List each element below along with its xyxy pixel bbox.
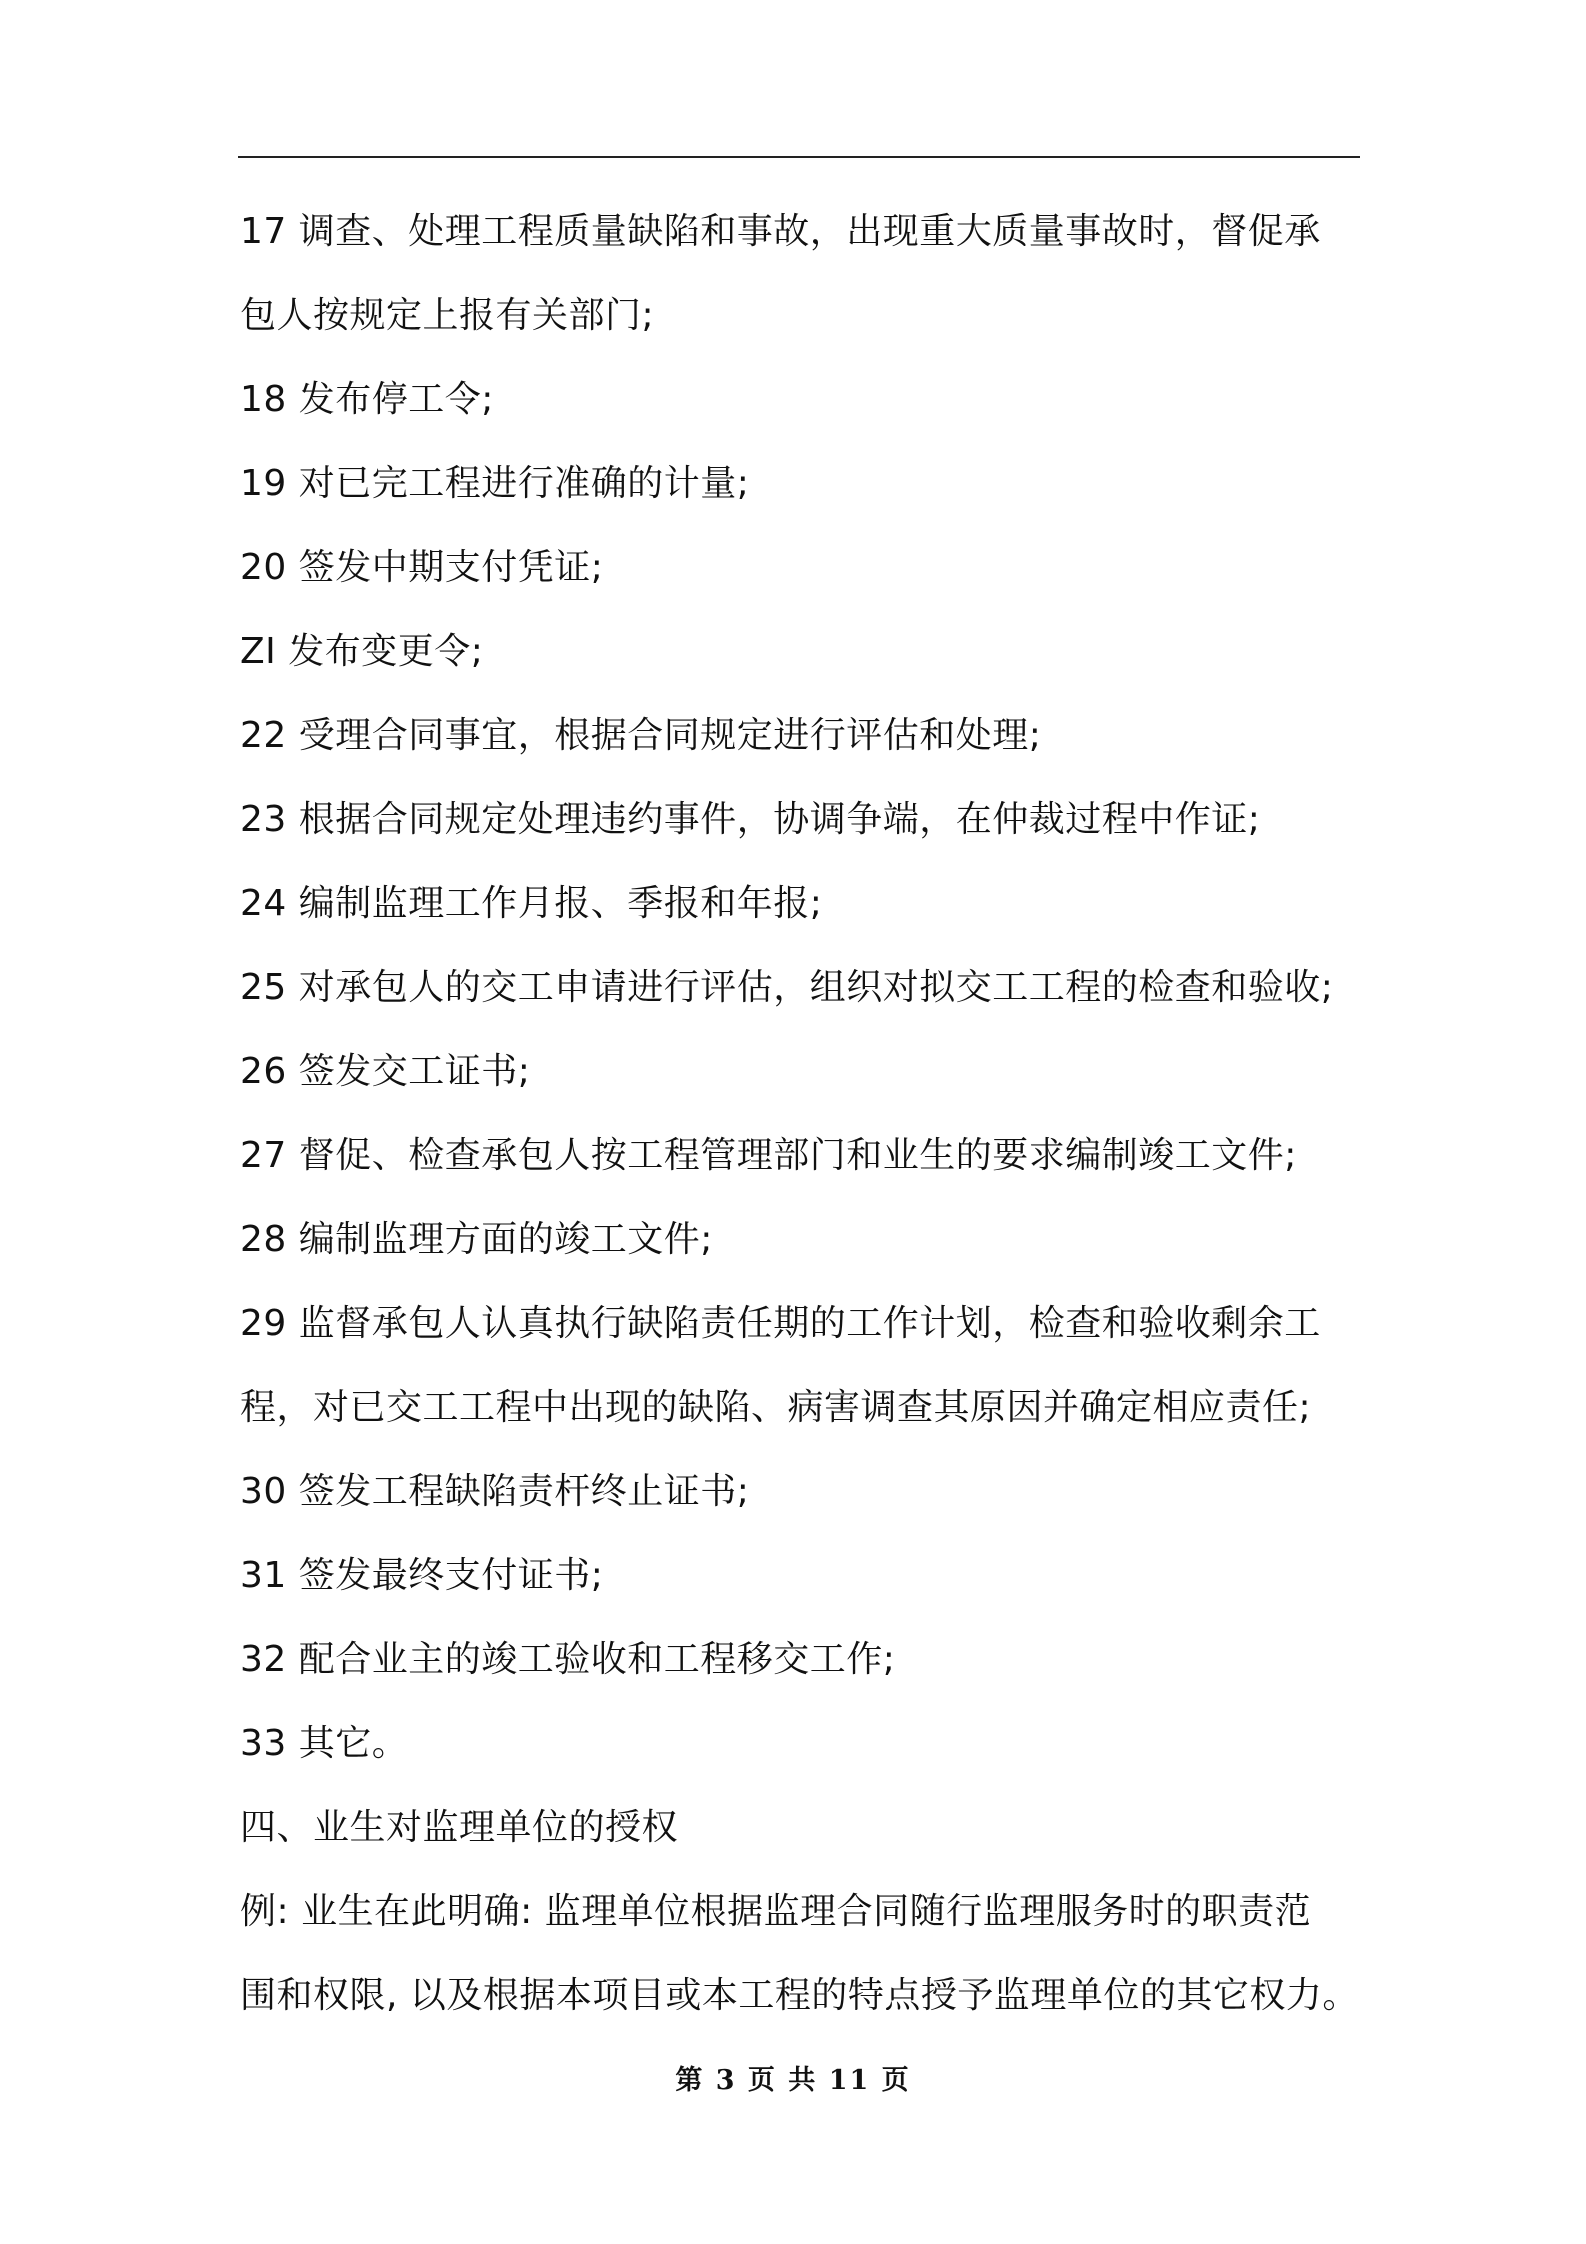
text-line: 包人按规定上报有关部门; [240,295,655,336]
text-line: 24 编制监理工作月报、季报和年报; [240,883,823,924]
document-body [240,190,1370,2038]
text-line: 围和权限, 以及根据本项目或本工程的特点授予监理单位的其它权力。 [240,1975,1359,2016]
text-line: ZI 发布变更令; [240,631,484,672]
text-line: 22 受理合同事宜，根据合同规定进行评估和处理; [240,715,1042,756]
text-line: 27 督促、检查承包人按工程管理部门和业生的要求编制竣工文件; [240,1135,1297,1176]
text-line: 32 配合业主的竣工验收和工程移交工作; [240,1639,896,1680]
header-rule [238,156,1360,158]
page-number: 第 3 页 共 11 页 [675,2065,911,2096]
text-line: 28 编制监理方面的竣工文件; [240,1219,713,1260]
text-line: 31 签发最终支付证书; [240,1555,604,1596]
text-line: 19 对已完工程进行准确的计量; [240,463,750,504]
text-line: 25 对承包人的交工申请进行评估，组织对拟交工工程的检查和验收; [240,967,1334,1008]
text-line: 20 签发中期支付凭证; [240,547,604,588]
text-line: 18 发布停工令; [240,379,494,420]
text-line: 例: 业生在此明确: 监理单位根据监理合同随行监理服务时的职责范 [240,1891,1312,1932]
text-line: 29 监督承包人认真执行缺陷责任期的工作计划，检查和验收剩余工 [240,1303,1321,1344]
text-line: 23 根据合同规定处理违约事件，协调争端，在仲裁过程中作证; [240,799,1261,840]
section-heading: 四、业生对监理单位的授权 [240,1807,679,1848]
text-line: 程，对已交工工程中出现的缺陷、病害调查其原因并确定相应责任; [240,1387,1312,1428]
text-line: 17 调查、处理工程质量缺陷和事故，出现重大质量事故时，督促承 [240,211,1321,252]
text-line: 30 签发工程缺陷责杆终止证书; [240,1471,750,1512]
text-line: 26 签发交工证书; [240,1051,531,1092]
text-line: 33 其它。 [240,1723,409,1764]
